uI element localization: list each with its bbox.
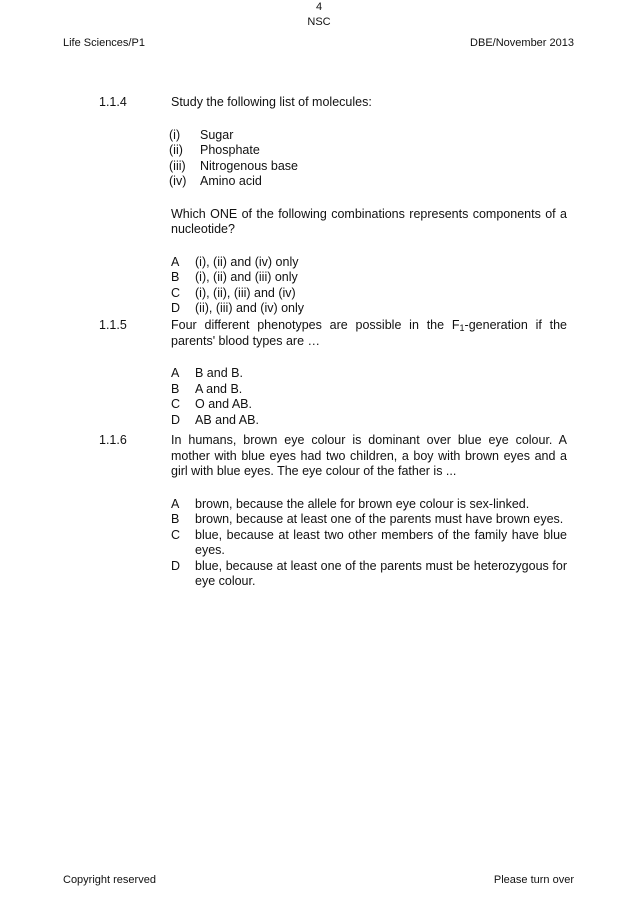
subscript: 1 — [459, 323, 465, 333]
answer-option[interactable]: A B and B. — [171, 366, 243, 380]
answer-option[interactable]: D AB and AB. — [171, 412, 259, 427]
header-nsc: NSC — [307, 16, 331, 28]
answer-option[interactable]: C (i), (ii), (iii) and (iv) — [171, 285, 296, 300]
question-1-1-4 — [99, 95, 567, 317]
answer-option[interactable]: B A and B. — [171, 381, 243, 396]
question-stem: In humans, brown eye colour is dominant over blue eye colour. A mother with blue eyes had two children, a boy with brown eyes and a girl with blue eyes. The eye colour of the father is ... — [171, 433, 567, 478]
footer-turn-over: Please turn over — [493, 874, 574, 886]
question-1-1-6 — [99, 433, 567, 590]
list-item: (iv) Amino acid — [169, 174, 262, 188]
answer-option[interactable]: D blue, because at least one of the parents must be heterozygous for eye colour. — [171, 558, 567, 588]
question-1-1-5 — [99, 318, 567, 428]
answer-option[interactable]: A brown, because the allele for brown eye colour is sex-linked. — [171, 496, 530, 511]
question-number: 1.1.4 — [99, 95, 127, 109]
header-subject: Life Sciences/P1 — [63, 37, 145, 49]
list-item: (i) Sugar — [169, 127, 234, 142]
list-item: (ii) Phosphate — [169, 143, 260, 157]
question-stem: Study the following list of molecules: — [171, 95, 372, 109]
page-number: 4 — [315, 1, 323, 13]
answer-option[interactable]: C blue, because at least two other members of the family have blue eyes. — [171, 527, 567, 557]
answer-option[interactable]: C O and AB. — [171, 397, 252, 411]
answer-option[interactable]: D (ii), (iii) and (iv) only — [171, 301, 305, 315]
answer-option[interactable]: B (i), (ii) and (iii) only — [171, 270, 298, 284]
question-prompt: Which ONE of the following combinations represents components of a nucleotide? — [171, 206, 567, 236]
header-exam-date: DBE/November 2013 — [470, 37, 574, 49]
question-stem: Four different phenotypes are possible in the $F_1$-generation if the parents' blood types are … — [171, 318, 568, 348]
question-number: 1.1.5 — [99, 318, 127, 332]
answer-option[interactable]: A (i), (ii) and (iv) only — [171, 254, 299, 269]
footer-copyright: Copyright reserved — [63, 874, 156, 886]
answer-option[interactable]: B brown, because at least one of the parents must have brown eyes. — [171, 512, 564, 526]
header-center — [0, 0, 638, 30]
question-number: 1.1.6 — [99, 433, 127, 447]
list-item: (iii) Nitrogenous base — [169, 158, 298, 173]
